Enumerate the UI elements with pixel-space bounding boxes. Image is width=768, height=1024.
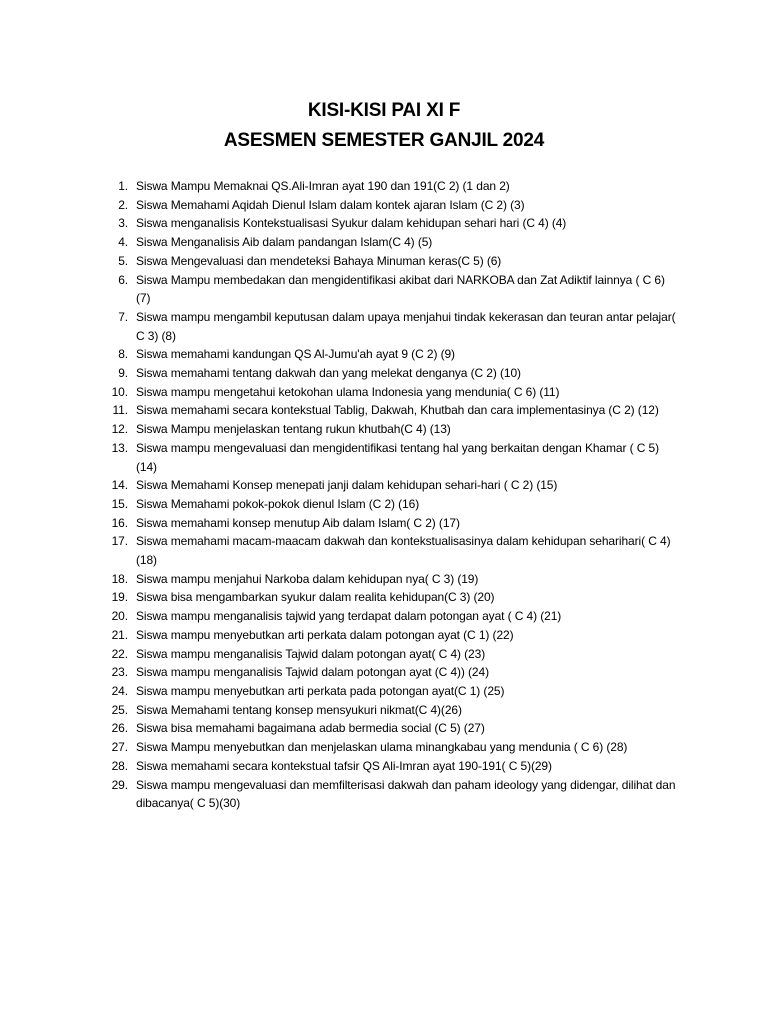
list-item-text: Siswa Memahami tentang konsep mensyukuri nikmat(C 4)(26)	[136, 702, 462, 717]
list-item	[108, 588, 680, 607]
list-item-text: Siswa memahami tentang dakwah dan yang melekat denganya (C 2) (10)	[136, 366, 521, 381]
list-item-text: Siswa bisa memahami bagaimana adab bermedia social (C 5) (27)	[136, 721, 485, 736]
list-item	[108, 663, 680, 682]
list-item	[108, 439, 680, 476]
list-item-number: 29.	[111, 777, 128, 792]
list-item-number: 9.	[118, 366, 128, 381]
list-item	[108, 719, 680, 738]
list-item	[108, 383, 680, 402]
list-item	[108, 401, 680, 420]
kisi-kisi-list	[108, 177, 680, 813]
list-item	[108, 626, 680, 645]
list-item	[108, 214, 680, 233]
list-item-number: 16.	[111, 515, 128, 530]
list-item-text: Siswa Menganalisis Aib dalam pandangan Islam(C 4) (5)	[136, 235, 433, 250]
list-item	[108, 233, 680, 252]
list-item	[108, 607, 680, 626]
list-item-number: 26.	[111, 721, 128, 736]
list-item-text: Siswa mampu mengevaluasi dan mengidentifikasi tentang hal yang berkaitan dengan Khamar ( C 5) (14)	[136, 440, 660, 474]
list-item-number: 19.	[111, 590, 128, 605]
list-item-text: Siswa mampu mengetahui ketokohan ulama Indonesia yang mendunia( C 6) (11)	[136, 384, 560, 399]
list-item	[108, 682, 680, 701]
list-item-text: Siswa Memahami Aqidah Dienul Islam dalam kontek ajaran Islam (C 2) (3)	[136, 197, 525, 212]
list-item-number: 12.	[111, 422, 128, 437]
list-item-number: 14.	[111, 478, 128, 493]
list-item-text: Siswa mampu menyebutkan arti perkata pada potongan ayat(C 1) (25)	[136, 683, 505, 698]
list-item-number: 10.	[111, 384, 128, 399]
list-item	[108, 345, 680, 364]
list-item-text: Siswa Mampu Memaknai QS.Ali-Imran ayat 190 dan 191(C 2) (1 dan 2)	[136, 179, 510, 193]
list-item	[108, 645, 680, 664]
list-item-text: Siswa mampu menyebutkan arti perkata dalam potongan ayat (C 1) (22)	[136, 627, 514, 642]
list-item	[108, 476, 680, 495]
list-item-number: 5.	[118, 253, 128, 268]
list-item-text: Siswa mampu menjahui Narkoba dalam kehidupan nya( C 3) (19)	[136, 571, 479, 586]
list-item	[108, 776, 680, 813]
list-item-number: 1.	[118, 179, 128, 193]
list-item	[108, 757, 680, 776]
list-item-number: 8.	[118, 347, 128, 362]
list-item-number: 18.	[111, 571, 128, 586]
list-item	[108, 420, 680, 439]
list-item-number: 2.	[118, 197, 128, 212]
list-item-number: 17.	[111, 534, 128, 549]
list-item-text: Siswa mampu menganalisis Tajwid dalam potongan ayat( C 4) (23)	[136, 646, 486, 661]
list-item	[108, 252, 680, 271]
list-item	[108, 308, 680, 345]
list-item-text: Siswa mampu mengambil keputusan dalam upaya menjahui tindak kekerasan dan teuran antar pelajar( C 3) (8)	[136, 309, 676, 343]
list-item-text: Siswa Memahami pokok-pokok dienul Islam (C 2) (16)	[136, 496, 420, 511]
list-item-text: Siswa memahami macam-maacam dakwah dan kontekstualisasinya dalam kehidupan seharihari( C 4) (18)	[136, 534, 671, 568]
list-item-number: 28.	[111, 758, 128, 773]
list-item	[108, 364, 680, 383]
list-item	[108, 196, 680, 215]
list-item	[108, 177, 680, 196]
list-item-number: 15.	[111, 496, 128, 511]
list-item-number: 7.	[118, 309, 128, 324]
title-line-1: KISI-KISI PAI XI F	[307, 100, 461, 121]
list-item-text: Siswa Mengevaluasi dan mendeteksi Bahaya Minuman keras(C 5) (6)	[136, 253, 502, 268]
list-item-text: Siswa mampu menganalisis tajwid yang terdapat dalam potongan ayat ( C 4) (21)	[136, 609, 562, 624]
document-title	[0, 96, 768, 156]
list-item-text: Siswa Memahami Konsep menepati janji dalam kehidupan sehari-hari ( C 2) (15)	[136, 478, 558, 493]
list-item	[108, 514, 680, 533]
list-item	[108, 532, 680, 569]
list-item-number: 11.	[112, 403, 128, 418]
list-item-number: 23.	[111, 665, 128, 680]
list-item-text: Siswa Mampu menyebutkan dan menjelaskan ulama minangkabau yang mendunia ( C 6) (28)	[136, 740, 628, 755]
list-item-number: 4.	[118, 235, 128, 250]
list-item-number: 20.	[111, 609, 128, 624]
list-item	[108, 271, 680, 308]
list-item-number: 25.	[111, 702, 128, 717]
list-item-number: 6.	[118, 272, 128, 287]
list-item-text: Siswa memahami konsep menutup Aib dalam Islam( C 2) (17)	[136, 515, 460, 530]
list-item-number: 21.	[111, 627, 128, 642]
list-item-text: Siswa memahami secara kontekstual Tablig, Dakwah, Khutbah dan cara implementasinya (C 2) (12)	[136, 403, 659, 418]
list-item-text: Siswa mampu mengevaluasi dan memfilterisasi dakwah dan paham ideology yang didengar, dilihat dan dibacanya( C 5)(30)	[136, 777, 676, 811]
list-item-text: Siswa memahami secara kontekstual tafsir QS Ali-Imran ayat 190-191( C 5)(29)	[136, 758, 552, 773]
list-item-text: Siswa mampu menganalisis Tajwid dalam potongan ayat (C 4)) (24)	[136, 665, 489, 680]
list-item-number: 27.	[111, 740, 128, 755]
list-item	[108, 495, 680, 514]
list-item-number: 24.	[111, 683, 128, 698]
list-item-text: Siswa Mampu membedakan dan mengidentifikasi akibat dari NARKOBA dan Zat Adiktif lainnya ( C 6) (7)	[136, 272, 665, 306]
list-item	[108, 701, 680, 720]
list-item-text: Siswa memahami kandungan QS Al-Jumu'ah ayat 9 (C 2) (9)	[136, 347, 455, 362]
list-item-number: 13.	[111, 440, 128, 455]
list-item	[108, 570, 680, 589]
list-item-number: 22.	[111, 646, 128, 661]
list-item-text: Siswa bisa mengambarkan syukur dalam realita kehidupan(C 3) (20)	[136, 590, 495, 605]
title-line-2: ASESMEN SEMESTER GANJIL 2024	[223, 130, 545, 151]
list-item-number: 3.	[118, 216, 128, 231]
list-item	[108, 738, 680, 757]
list-item-text: Siswa menganalisis Kontekstualisasi Syukur dalam kehidupan sehari hari (C 4) (4)	[136, 216, 567, 231]
list-item-text: Siswa Mampu menjelaskan tentang rukun khutbah(C 4) (13)	[136, 422, 451, 437]
